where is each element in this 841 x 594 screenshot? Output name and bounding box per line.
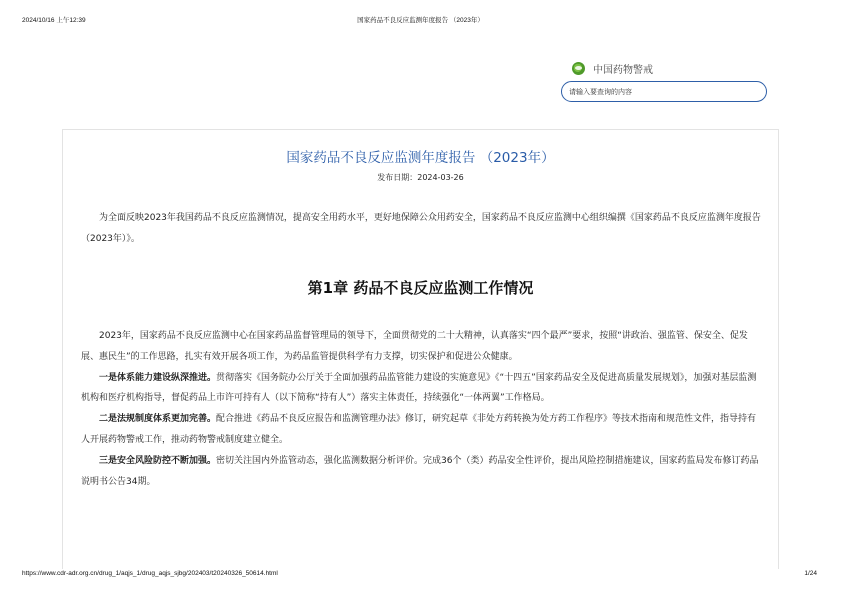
print-doc-title: 国家药品不良反应监测年度报告 （2023年） bbox=[357, 17, 484, 24]
paragraph-lead: 三是安全风险防控不断加强。 bbox=[99, 455, 217, 466]
intro-paragraph: 为全面反映2023年我国药品不良反应监测情况，提高安全用药水平，更好地保障公众用药安全，国家药品不良反应监测中心组织编撰《国家药品不良反应监测年度报告（2023年）》。 bbox=[81, 213, 761, 244]
wechat-icon bbox=[572, 62, 585, 75]
article-container bbox=[62, 129, 779, 569]
body-paragraph: 二是法规制度体系更加完善。配合推进《药品不良反应报告和监测管理办法》修订，研究起草《非处方药转换为处方药工作程序》等技术指南和规范性文件，指导持有人开展药物警戒工作，推动药物警戒制度建立健全。 bbox=[81, 414, 757, 445]
print-url: https://www.cdr-adr.org.cn/drug_1/aqjs_1/drug_aqjs_sjbg/202403/t20240326_50614.html bbox=[22, 570, 278, 577]
body-paragraph: 2023年，国家药品不良反应监测中心在国家药品监督管理局的领导下，全面贯彻党的二十大精神，认真落实“四个最严”要求，按照“讲政治、强监管、保安全、促发展、惠民生”的工作思路，扎实有效开展各项工作，为药品监管提供科学有力支撑，切实保护和促进公众健康。 bbox=[81, 331, 748, 362]
brand[interactable] bbox=[572, 60, 653, 76]
article-title: 国家药品不良反应监测年度报告 （2023年） bbox=[286, 150, 555, 166]
print-header bbox=[0, 15, 841, 25]
body-paragraph: 一是体系能力建设纵深推进。贯彻落实《国务院办公厅关于全面加强药品监管能力建设的实施意见》《“十四五”国家药品安全及促进高质量发展规划》，加强对基层监测机构和医疗机构指导，督促药品上市许可持有人（以下简称“持有人”）落实主体责任，持续强化“一体两翼”工作格局。 bbox=[81, 372, 757, 404]
search-input[interactable] bbox=[569, 82, 759, 101]
print-datetime: 2024/10/16 上午12:39 bbox=[22, 17, 86, 24]
paragraph-lead: 一是体系能力建设纵深推进。 bbox=[99, 372, 217, 383]
publish-date: 发布日期：2024-03-26 bbox=[377, 173, 464, 182]
search-box[interactable] bbox=[561, 81, 767, 102]
page-number: 1/24 bbox=[804, 570, 817, 577]
chapter-heading: 第1章 药品不良反应监测工作情况 bbox=[307, 279, 534, 297]
print-footer bbox=[0, 570, 841, 580]
paragraph-lead: 二是法规制度体系更加完善。 bbox=[99, 414, 217, 425]
chapter-body bbox=[81, 326, 762, 492]
brand-name: 中国药物警戒 bbox=[593, 64, 653, 76]
body-paragraph: 三是安全风险防控不断加强。密切关注国内外监管动态，强化监测数据分析评价。完成36个（类）药品安全性评价，提出风险控制措施建议，国家药监局发布修订药品说明书公告34期。 bbox=[81, 455, 759, 487]
